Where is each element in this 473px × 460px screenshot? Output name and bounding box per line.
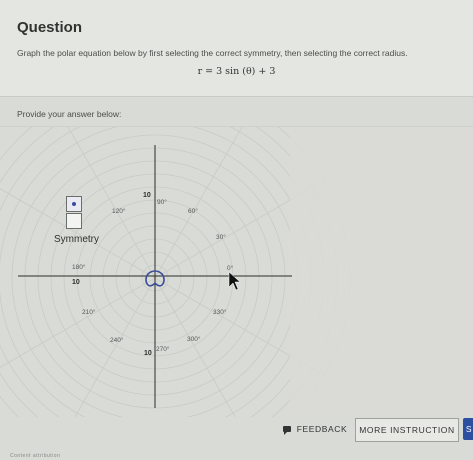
feedback-button[interactable]	[281, 418, 349, 440]
more-instruction-label: MORE INSTRUCTION	[359, 425, 455, 435]
radius-max-left-label: 10	[72, 279, 80, 286]
question-prompt: Graph the polar equation below by first selecting the correct symmetry, then selecting the correct radius.	[17, 48, 408, 58]
radius-max-top-label: 10	[143, 192, 151, 199]
more-instruction-button[interactable]	[355, 418, 459, 442]
polar-graph-area[interactable]	[0, 127, 473, 417]
content-attribution[interactable]: Content attribution	[10, 453, 61, 459]
symmetry-option[interactable]	[66, 213, 82, 229]
angle-label-30: 30°	[216, 234, 226, 241]
angle-label-120: 120°	[112, 208, 126, 215]
angle-label-90: 90°	[157, 199, 167, 206]
selected-dot-icon	[72, 202, 76, 206]
answer-label: Provide your answer below:	[17, 109, 122, 119]
angle-label-240: 240°	[110, 337, 124, 344]
angle-label-210: 210°	[82, 309, 96, 316]
angle-label-180: 180°	[72, 264, 86, 271]
symmetry-option-selected[interactable]	[66, 196, 82, 212]
submit-button[interactable]	[463, 418, 473, 440]
divider	[0, 96, 473, 97]
angle-label-270: 270°	[156, 346, 170, 353]
angle-label-300: 300°	[187, 336, 201, 343]
feedback-label: FEEDBACK	[296, 424, 348, 434]
angle-label-60: 60°	[188, 208, 198, 215]
polar-equation: r = 3 sin (θ) + 3	[197, 66, 276, 77]
mouse-cursor-icon	[229, 272, 240, 290]
polar-graph[interactable]	[0, 127, 473, 417]
submit-label: S	[465, 424, 473, 434]
radius-max-bottom-label: 10	[144, 350, 152, 357]
angle-label-330: 330°	[213, 309, 227, 316]
question-title: Question	[17, 19, 83, 36]
symmetry-selector[interactable]	[66, 196, 82, 231]
angle-label-0: 0°	[227, 265, 234, 272]
feedback-icon	[283, 426, 291, 432]
symmetry-label: Symmetry	[54, 234, 99, 245]
